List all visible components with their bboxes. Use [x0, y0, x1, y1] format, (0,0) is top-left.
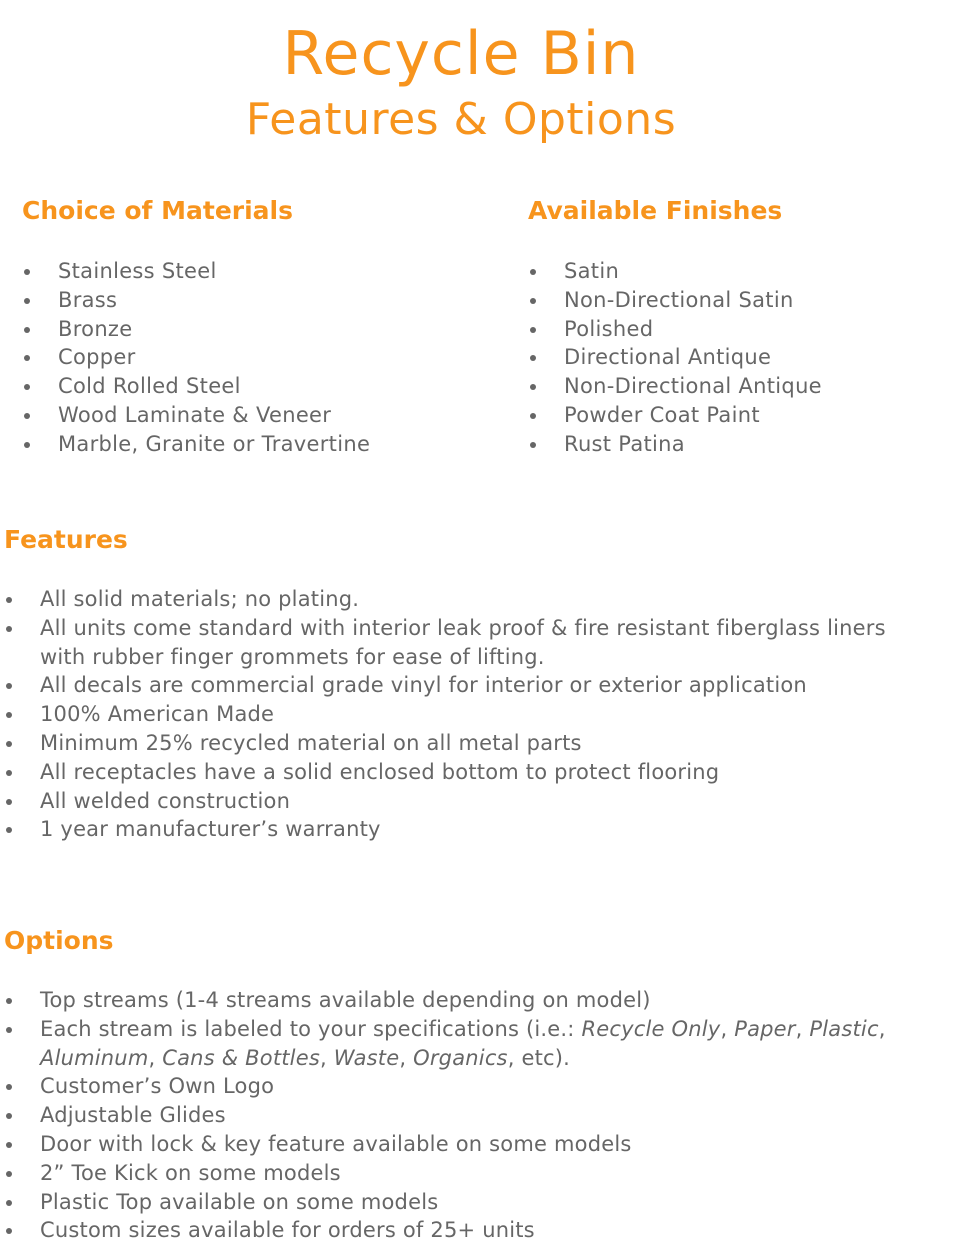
options-list — [4, 986, 934, 1245]
list-item: All decals are commercial grade vinyl for interior or exterior application — [4, 671, 934, 700]
list-item: Powder Coat Paint — [528, 401, 822, 430]
features-heading: Features — [4, 525, 128, 554]
list-item: Each stream is labeled to your specifications (i.e.: Recycle Only, Paper, Plastic, Aluminum, Cans & Bottles, Waste, Organics, etc). — [4, 1015, 934, 1073]
example-label: Paper — [734, 1016, 796, 1041]
page-title: Recycle Bin — [282, 19, 640, 89]
list-item: Bronze — [22, 315, 370, 344]
example-label: Aluminum — [40, 1045, 149, 1070]
list-item: All solid materials; no plating. — [4, 585, 934, 614]
list-item: Customer’s Own Logo — [4, 1072, 934, 1101]
list-item: 100% American Made — [4, 700, 934, 729]
list-item: Non-Directional Antique — [528, 372, 822, 401]
list-item: Marble, Granite or Travertine — [22, 430, 370, 459]
list-item: Stainless Steel — [22, 257, 370, 286]
list-item: 2” Toe Kick on some models — [4, 1159, 934, 1188]
features-list — [4, 585, 934, 844]
list-item: Directional Antique — [528, 343, 822, 372]
options-heading: Options — [4, 926, 114, 955]
example-label: Recycle Only — [581, 1016, 721, 1041]
list-item: All receptacles have a solid enclosed bottom to protect flooring — [4, 758, 934, 787]
materials-heading: Choice of Materials — [22, 196, 293, 225]
list-item: Custom sizes available for orders of 25+ units — [4, 1216, 934, 1245]
list-item: All units come standard with interior leak proof & fire resistant fiberglass liners with rubber finger grommets for ease of lifting. — [4, 614, 934, 672]
list-item: Door with lock & key feature available on some models — [4, 1130, 934, 1159]
options-label-prefix: Each stream is labeled to your specifications (i.e.: — [40, 1016, 582, 1041]
example-label: Organics — [413, 1045, 508, 1070]
page-subtitle: Features & Options — [245, 94, 677, 145]
list-item: Copper — [22, 343, 370, 372]
list-item: Wood Laminate & Veneer — [22, 401, 370, 430]
list-item: 1 year manufacturer’s warranty — [4, 815, 934, 844]
list-item: Plastic Top available on some models — [4, 1188, 934, 1217]
example-label: Waste — [333, 1045, 400, 1070]
list-item: Minimum 25% recycled material on all metal parts — [4, 729, 934, 758]
list-item: Cold Rolled Steel — [22, 372, 370, 401]
materials-list — [22, 257, 370, 459]
options-label-suffix: , etc). — [507, 1045, 571, 1070]
example-label: Plastic — [809, 1016, 879, 1041]
list-item: Polished — [528, 315, 822, 344]
list-item: Brass — [22, 286, 370, 315]
list-item: All welded construction — [4, 787, 934, 816]
list-item: Satin — [528, 257, 822, 286]
example-label: Cans & Bottles — [162, 1045, 320, 1070]
list-item: Non-Directional Satin — [528, 286, 822, 315]
list-item: Rust Patina — [528, 430, 822, 459]
list-item: Adjustable Glides — [4, 1101, 934, 1130]
finishes-heading: Available Finishes — [528, 196, 783, 225]
finishes-list — [528, 257, 822, 459]
list-item: Top streams (1-4 streams available depending on model) — [4, 986, 934, 1015]
